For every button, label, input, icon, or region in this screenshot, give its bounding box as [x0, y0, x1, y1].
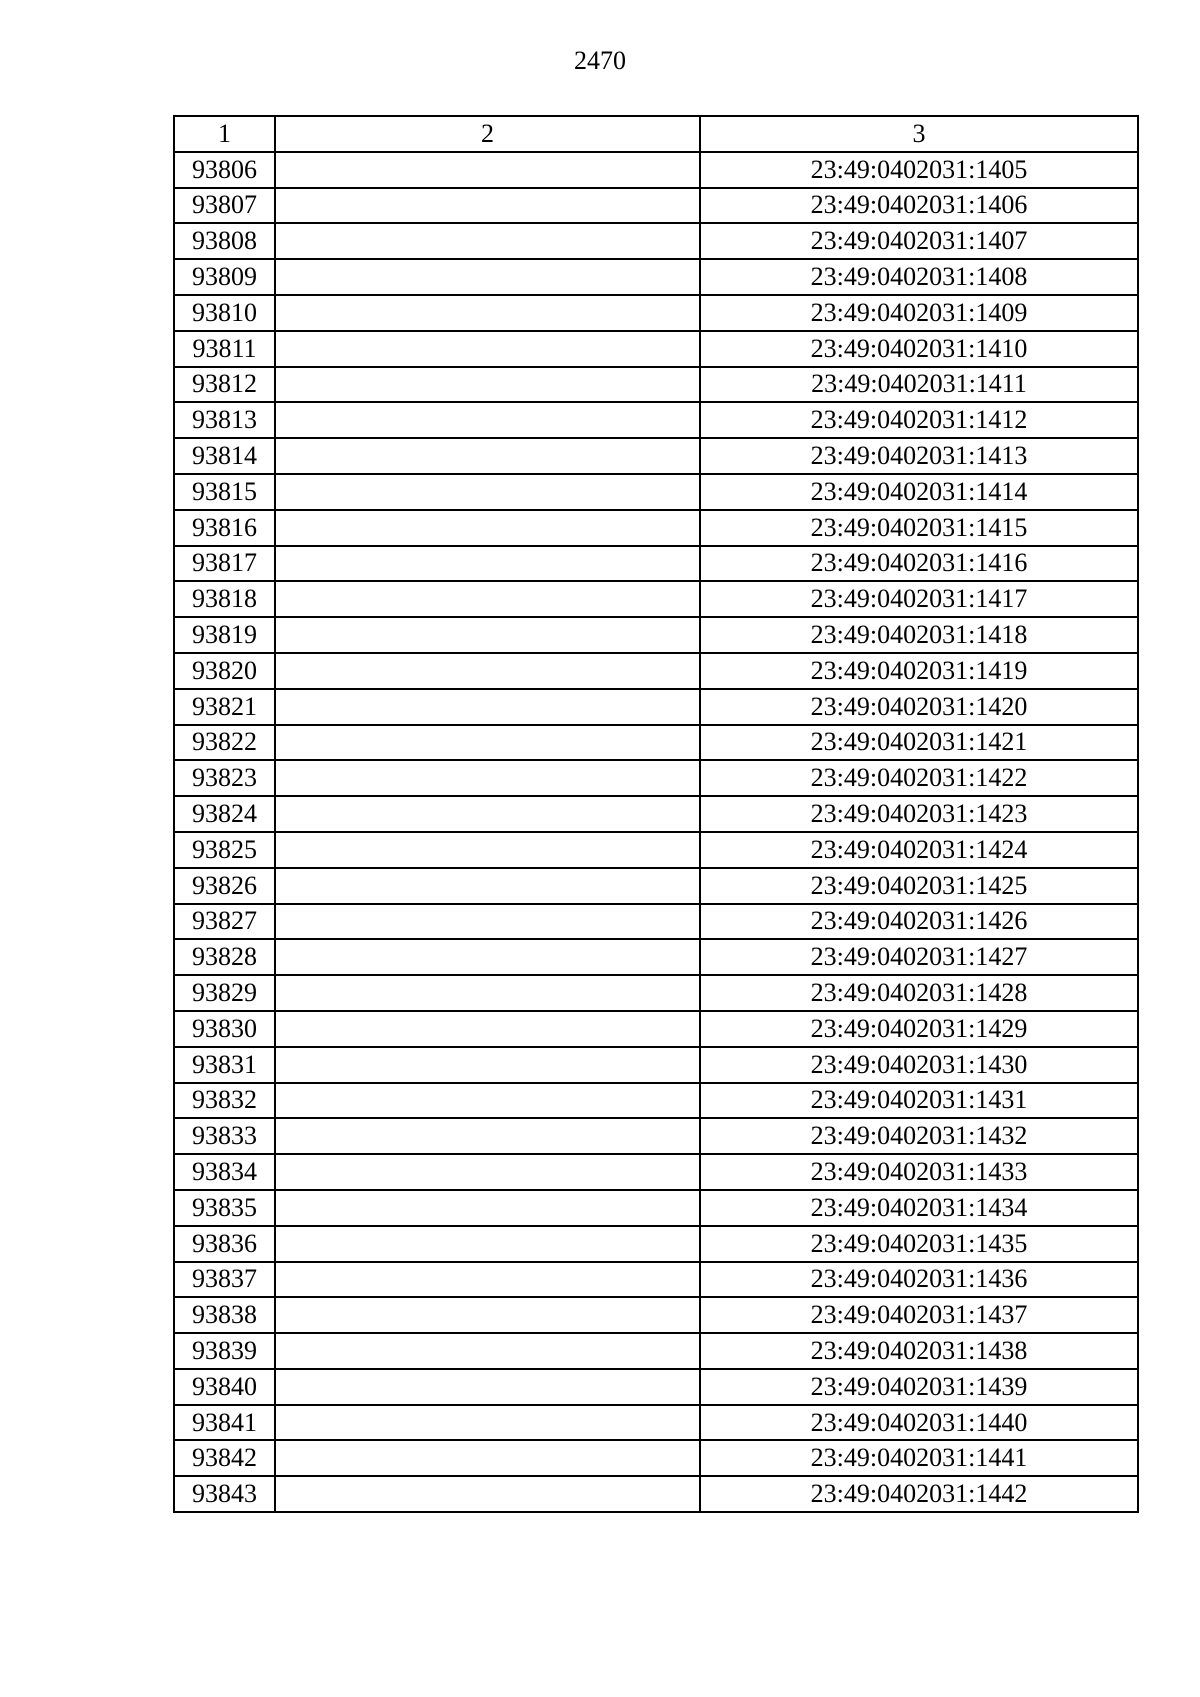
row-empty-cell: [275, 689, 700, 725]
row-number-cell: 93829: [174, 975, 275, 1011]
table-row: [174, 1011, 1138, 1047]
row-empty-cell: [275, 152, 700, 188]
row-empty-cell: [275, 510, 700, 546]
table-row: [174, 832, 1138, 868]
table-row: [174, 868, 1138, 904]
row-number-cell: 93836: [174, 1226, 275, 1262]
cadastral-number-cell: 23:49:0402031:1423: [700, 796, 1138, 832]
row-number-cell: 93826: [174, 868, 275, 904]
cadastral-number-cell: 23:49:0402031:1419: [700, 653, 1138, 689]
cadastral-number-cell: 23:49:0402031:1431: [700, 1083, 1138, 1119]
cadastral-number-cell: 23:49:0402031:1435: [700, 1226, 1138, 1262]
table-row: [174, 1226, 1138, 1262]
row-number-cell: 93814: [174, 438, 275, 474]
cadastral-number-cell: 23:49:0402031:1426: [700, 904, 1138, 940]
row-number-cell: 93837: [174, 1262, 275, 1298]
table-row: [174, 152, 1138, 188]
row-empty-cell: [275, 402, 700, 438]
table-row: [174, 188, 1138, 224]
column-header-1: 1: [174, 116, 275, 152]
table-row: [174, 1405, 1138, 1441]
row-empty-cell: [275, 367, 700, 403]
table-row: [174, 617, 1138, 653]
row-number-cell: 93819: [174, 617, 275, 653]
table-row: [174, 581, 1138, 617]
row-empty-cell: [275, 1333, 700, 1369]
table-row: [174, 1190, 1138, 1226]
table-row: [174, 438, 1138, 474]
table-row: [174, 904, 1138, 940]
row-number-cell: 93841: [174, 1405, 275, 1441]
cadastral-number-cell: 23:49:0402031:1432: [700, 1118, 1138, 1154]
table-row: [174, 1154, 1138, 1190]
table-row: [174, 223, 1138, 259]
row-number-cell: 93823: [174, 760, 275, 796]
row-empty-cell: [275, 617, 700, 653]
row-number-cell: 93842: [174, 1440, 275, 1476]
table-row: [174, 689, 1138, 725]
table-row: [174, 546, 1138, 582]
table-header-row: [174, 116, 1138, 152]
row-empty-cell: [275, 904, 700, 940]
row-number-cell: 93811: [174, 331, 275, 367]
row-empty-cell: [275, 438, 700, 474]
table-row: [174, 1333, 1138, 1369]
row-number-cell: 93808: [174, 223, 275, 259]
row-number-cell: 93820: [174, 653, 275, 689]
cadastral-number-cell: 23:49:0402031:1442: [700, 1476, 1138, 1512]
row-empty-cell: [275, 832, 700, 868]
cadastral-number-cell: 23:49:0402031:1422: [700, 760, 1138, 796]
row-empty-cell: [275, 725, 700, 761]
row-number-cell: 93834: [174, 1154, 275, 1190]
row-number-cell: 93813: [174, 402, 275, 438]
row-number-cell: 93828: [174, 939, 275, 975]
row-number-cell: 93831: [174, 1047, 275, 1083]
row-empty-cell: [275, 223, 700, 259]
cadastral-number-cell: 23:49:0402031:1425: [700, 868, 1138, 904]
cadastral-number-cell: 23:49:0402031:1430: [700, 1047, 1138, 1083]
cadastral-number-cell: 23:49:0402031:1421: [700, 725, 1138, 761]
row-empty-cell: [275, 1262, 700, 1298]
registry-table: [173, 115, 1139, 1513]
row-empty-cell: [275, 975, 700, 1011]
row-empty-cell: [275, 295, 700, 331]
table-row: [174, 1083, 1138, 1119]
cadastral-number-cell: 23:49:0402031:1440: [700, 1405, 1138, 1441]
column-header-2: 2: [275, 116, 700, 152]
cadastral-number-cell: 23:49:0402031:1428: [700, 975, 1138, 1011]
row-empty-cell: [275, 1083, 700, 1119]
cadastral-number-cell: 23:49:0402031:1424: [700, 832, 1138, 868]
row-empty-cell: [275, 581, 700, 617]
row-empty-cell: [275, 796, 700, 832]
table-row: [174, 796, 1138, 832]
cadastral-number-cell: 23:49:0402031:1406: [700, 188, 1138, 224]
row-number-cell: 93818: [174, 581, 275, 617]
table-row: [174, 367, 1138, 403]
row-number-cell: 93839: [174, 1333, 275, 1369]
table-row: [174, 975, 1138, 1011]
row-number-cell: 93806: [174, 152, 275, 188]
cadastral-number-cell: 23:49:0402031:1414: [700, 474, 1138, 510]
row-number-cell: 93810: [174, 295, 275, 331]
row-empty-cell: [275, 1297, 700, 1333]
page-number: 2470: [574, 46, 626, 75]
cadastral-number-cell: 23:49:0402031:1411: [700, 367, 1138, 403]
row-number-cell: 93835: [174, 1190, 275, 1226]
row-empty-cell: [275, 653, 700, 689]
row-empty-cell: [275, 331, 700, 367]
cadastral-number-cell: 23:49:0402031:1410: [700, 331, 1138, 367]
table-row: [174, 725, 1138, 761]
table-row: [174, 510, 1138, 546]
cadastral-number-cell: 23:49:0402031:1441: [700, 1440, 1138, 1476]
row-number-cell: 93832: [174, 1083, 275, 1119]
cadastral-number-cell: 23:49:0402031:1434: [700, 1190, 1138, 1226]
row-empty-cell: [275, 546, 700, 582]
cadastral-number-cell: 23:49:0402031:1439: [700, 1369, 1138, 1405]
cadastral-number-cell: 23:49:0402031:1436: [700, 1262, 1138, 1298]
row-empty-cell: [275, 760, 700, 796]
row-number-cell: 93815: [174, 474, 275, 510]
cadastral-number-cell: 23:49:0402031:1418: [700, 617, 1138, 653]
cadastral-number-cell: 23:49:0402031:1427: [700, 939, 1138, 975]
table-row: [174, 760, 1138, 796]
row-empty-cell: [275, 474, 700, 510]
cadastral-number-cell: 23:49:0402031:1413: [700, 438, 1138, 474]
row-empty-cell: [275, 1047, 700, 1083]
row-empty-cell: [275, 1476, 700, 1512]
row-empty-cell: [275, 939, 700, 975]
table-row: [174, 1369, 1138, 1405]
cadastral-number-cell: 23:49:0402031:1417: [700, 581, 1138, 617]
cadastral-number-cell: 23:49:0402031:1429: [700, 1011, 1138, 1047]
cadastral-number-cell: 23:49:0402031:1408: [700, 259, 1138, 295]
row-number-cell: 93827: [174, 904, 275, 940]
row-number-cell: 93825: [174, 832, 275, 868]
column-header-3: 3: [700, 116, 1138, 152]
row-number-cell: 93838: [174, 1297, 275, 1333]
cadastral-number-cell: 23:49:0402031:1420: [700, 689, 1138, 725]
row-number-cell: 93843: [174, 1476, 275, 1512]
cadastral-number-cell: 23:49:0402031:1416: [700, 546, 1138, 582]
row-number-cell: 93807: [174, 188, 275, 224]
table-row: [174, 259, 1138, 295]
row-number-cell: 93824: [174, 796, 275, 832]
table-row: [174, 474, 1138, 510]
cadastral-number-cell: 23:49:0402031:1405: [700, 152, 1138, 188]
row-number-cell: 93821: [174, 689, 275, 725]
table-row: [174, 1476, 1138, 1512]
row-empty-cell: [275, 1118, 700, 1154]
row-number-cell: 93833: [174, 1118, 275, 1154]
cadastral-number-cell: 23:49:0402031:1415: [700, 510, 1138, 546]
table-row: [174, 331, 1138, 367]
row-empty-cell: [275, 188, 700, 224]
table-row: [174, 1440, 1138, 1476]
row-number-cell: 93809: [174, 259, 275, 295]
table-row: [174, 1118, 1138, 1154]
row-empty-cell: [275, 868, 700, 904]
table-row: [174, 295, 1138, 331]
row-empty-cell: [275, 259, 700, 295]
cadastral-number-cell: 23:49:0402031:1407: [700, 223, 1138, 259]
row-empty-cell: [275, 1440, 700, 1476]
row-empty-cell: [275, 1405, 700, 1441]
cadastral-number-cell: 23:49:0402031:1412: [700, 402, 1138, 438]
table-row: [174, 1262, 1138, 1298]
table-body: [174, 152, 1138, 1512]
cadastral-number-cell: 23:49:0402031:1437: [700, 1297, 1138, 1333]
table-row: [174, 402, 1138, 438]
row-number-cell: 93816: [174, 510, 275, 546]
row-empty-cell: [275, 1226, 700, 1262]
cadastral-number-cell: 23:49:0402031:1438: [700, 1333, 1138, 1369]
row-empty-cell: [275, 1190, 700, 1226]
cadastral-number-cell: 23:49:0402031:1433: [700, 1154, 1138, 1190]
row-number-cell: 93830: [174, 1011, 275, 1047]
row-number-cell: 93812: [174, 367, 275, 403]
row-empty-cell: [275, 1369, 700, 1405]
table-row: [174, 1297, 1138, 1333]
row-number-cell: 93840: [174, 1369, 275, 1405]
table-row: [174, 939, 1138, 975]
table-row: [174, 653, 1138, 689]
row-number-cell: 93822: [174, 725, 275, 761]
table-row: [174, 1047, 1138, 1083]
row-number-cell: 93817: [174, 546, 275, 582]
row-empty-cell: [275, 1154, 700, 1190]
row-empty-cell: [275, 1011, 700, 1047]
cadastral-number-cell: 23:49:0402031:1409: [700, 295, 1138, 331]
